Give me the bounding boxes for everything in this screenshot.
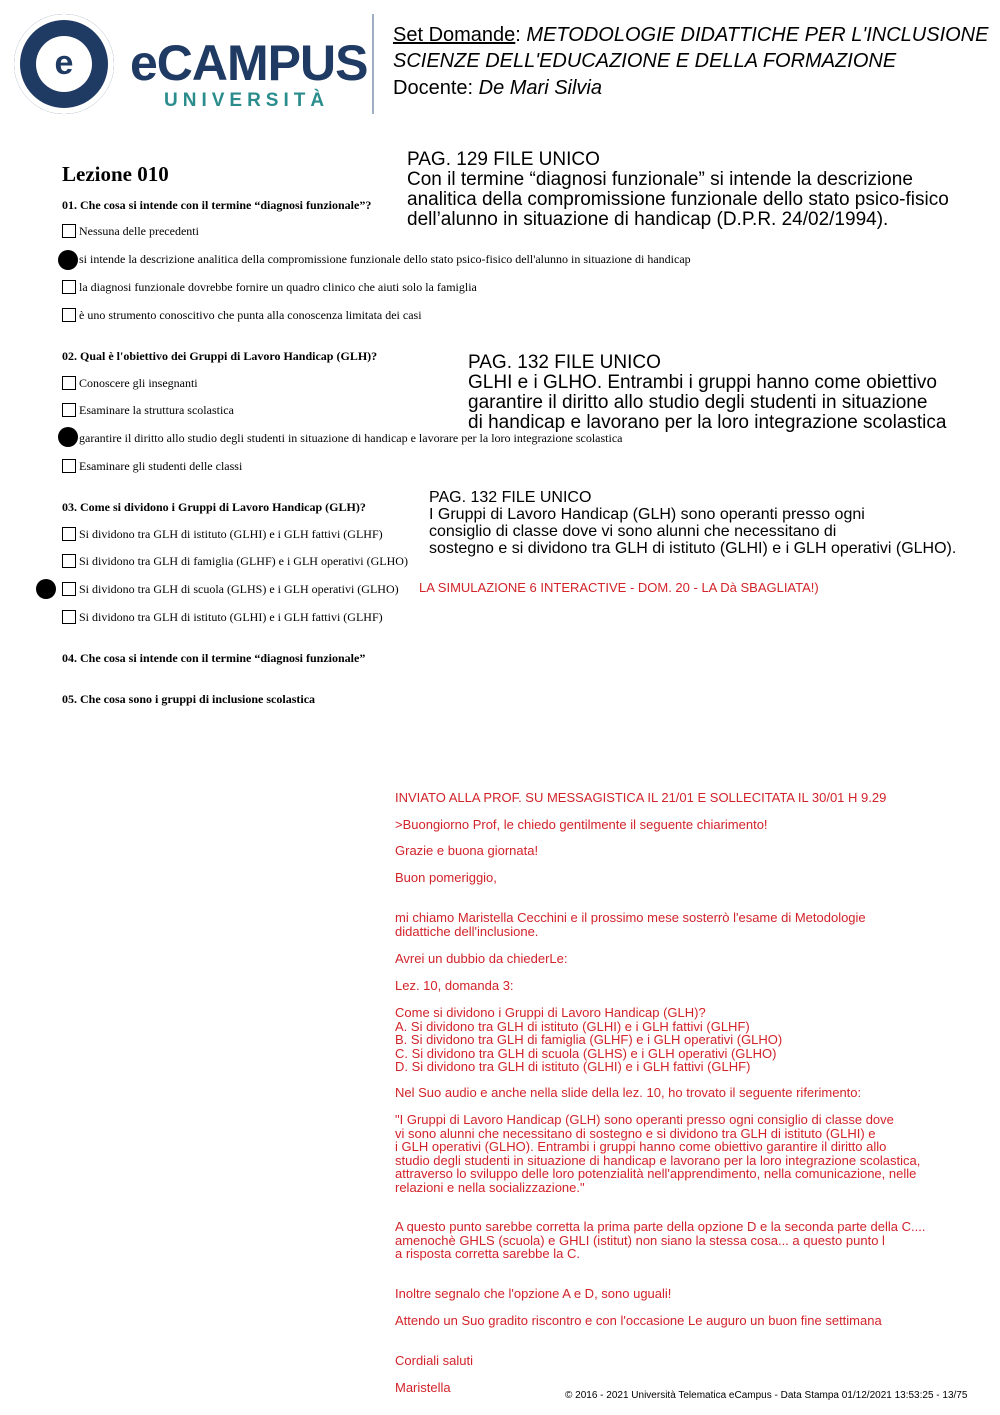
question-03: 03. Come si dividono i Gruppi di Lavoro Handicap (GLH)? xyxy=(62,500,366,514)
checkbox[interactable] xyxy=(62,280,76,294)
message-line: >Buongiorno Prof, le chiedo gentilmente il seguente chiarimento! xyxy=(395,817,768,832)
checkbox[interactable] xyxy=(62,308,76,322)
q2-option-a[interactable]: Conoscere gli insegnanti xyxy=(62,375,198,391)
q3-option-b[interactable]: Si dividono tra GLH di famiglia (GLHF) e i GLH operativi (GLHO) xyxy=(62,553,408,569)
q1-option-a[interactable]: Nessuna delle precedenti xyxy=(62,223,199,239)
message-line: Attendo un Suo gradito riscontro e con l'occasione Le auguro un buon fine settimana xyxy=(395,1313,882,1328)
q1-option-c[interactable]: la diagnosi funzionale dovrebbe fornire un quadro clinico che aiuti solo la famiglia xyxy=(62,279,477,295)
header-divider xyxy=(372,14,374,114)
ecampus-logo-emblem xyxy=(14,14,114,114)
selected-answer-marker xyxy=(58,427,78,447)
q3-option-a[interactable]: Si dividono tra GLH di istituto (GLHI) e i GLH fattivi (GLHF) xyxy=(62,526,383,542)
question-01: 01. Che cosa si intende con il termine “diagnosi funzionale”? xyxy=(62,198,372,212)
message-line: Buon pomeriggio, xyxy=(395,870,497,885)
message-paragraph: mi chiamo Maristella Cecchini e il prossimo mese sosterrò l'esame di Metodologie didattiche dell'inclusione. xyxy=(395,910,866,939)
checkbox[interactable] xyxy=(62,527,76,541)
note-page-129: PAG. 129 FILE UNICO Con il termine “diagnosi funzionale” si intende la descrizione analitica della compromissione funzionale dello stato psico-fisico dell’alunno in situazione di handicap (D.P.R. 24/02/1994). xyxy=(407,149,949,230)
docente-line: Docente: De Mari Silvia xyxy=(393,77,602,99)
note-page-132-b: PAG. 132 FILE UNICO I Gruppi di Lavoro Handicap (GLH) sono operanti presso ogni consiglio di classe dove vi sono alunni che necessitano di sostegno e si dividono tra GLH di istituto (GLHI) e i GLH operativi (GLHO). xyxy=(429,489,957,557)
course-title: METODOLOGIE DIDATTICHE PER L'INCLUSIONE xyxy=(526,24,989,46)
checkbox[interactable] xyxy=(62,610,76,624)
checkbox[interactable] xyxy=(62,403,76,417)
checkbox[interactable] xyxy=(62,582,76,596)
q2-option-b[interactable]: Esaminare la struttura scolastica xyxy=(62,402,234,418)
logo-monogram: e xyxy=(54,44,74,82)
lesson-title: Lezione 010 xyxy=(62,162,169,186)
message-line: Lez. 10, domanda 3: xyxy=(395,978,514,993)
checkbox[interactable] xyxy=(62,459,76,473)
checkbox[interactable] xyxy=(62,554,76,568)
q2-option-d[interactable]: Esaminare gli studenti delle classi xyxy=(62,458,242,474)
brand-name: eCAMPUS xyxy=(130,35,368,91)
message-quote-block: "I Gruppi di Lavoro Handicap (GLH) sono operanti presso ogni consiglio di classe dove vi sono alunni che necessitano di sostegno e si dividono tra GLH di istituto (GLHI) e i GLH operativi (GLHO). Entrambi i gruppi hanno come obiettivo garantire il diritto allo studio degli studenti in situazione di handicap e lavorano per la loro integrazione scolastica, attraverso lo sviluppo delle loro potenzialità nell'apprendimento, nella comunicazione, nelle relazioni e nella socializzazione." xyxy=(395,1112,921,1195)
message-paragraph: A questo punto sarebbe corretta la prima parte della opzione D e la seconda parte della C.... amenochè GHLS (scuola) e GHLI (istitut) non siano la stessa cosa... a questo punto l a risposta corretta sarebbe la C. xyxy=(395,1219,926,1261)
brand-subtitle: UNIVERSITÀ xyxy=(164,90,330,111)
question-02: 02. Qual è l'obiettivo dei Gruppi di Lavoro Handicap (GLH)? xyxy=(62,349,378,363)
checkbox[interactable] xyxy=(62,224,76,238)
q3-option-c[interactable]: Si dividono tra GLH di scuola (GLHS) e i GLH operativi (GLHO) xyxy=(62,581,399,597)
page-footer: © 2016 - 2021 Università Telematica eCampus - Data Stampa 01/12/2021 13:53:25 - 13/75 xyxy=(565,1390,968,1401)
message-sent-note: INVIATO ALLA PROF. SU MESSAGISTICA IL 21/01 E SOLLECITATA IL 30/01 H 9.29 xyxy=(395,790,887,805)
message-closing: Cordiali saluti xyxy=(395,1353,474,1368)
question-04: 04. Che cosa si intende con il termine “diagnosi funzionale” xyxy=(62,651,366,665)
message-line: Avrei un dubbio da chiederLe: xyxy=(395,951,568,966)
q1-option-b[interactable]: si intende la descrizione analitica della compromissione funzionale dello stato psico-fisico dell'alunno in situazione di handicap xyxy=(79,252,691,266)
set-domande-line: Set Domande: METODOLOGIE DIDATTICHE PER L'INCLUSIONE xyxy=(393,24,989,46)
q2-option-c[interactable]: garantire il diritto allo studio degli studenti in situazione di handicap e lavorare per la loro integrazione scolastica xyxy=(79,431,623,445)
docente-name: De Mari Silvia xyxy=(478,77,602,99)
q1-option-d[interactable]: è uno strumento conoscitivo che punta alla conoscenza limitata dei casi xyxy=(62,307,422,323)
set-label: Set Domande xyxy=(393,24,516,46)
note-page-132-a: PAG. 132 FILE UNICO GLHI e i GLHO. Entrambi i gruppi hanno come obiettivo garantire il diritto allo studio degli studenti in situazione di handicap e lavorano per la loro integrazione scolastica xyxy=(468,352,947,433)
message-question-block: Come si dividono i Gruppi di Lavoro Handicap (GLH)? A. Si dividono tra GLH di istituto (GLHI) e i GLH fattivi (GLHF) B. Si dividono tra GLH di famiglia (GLHF) e i GLH operativi (GLHO) C. Si dividono tra GLH di scuola (GLHS) e i GLH operativi (GLHO) D. Si dividono tra GLH di istituto (GLHI) e i GLH fattivi (GLHF) xyxy=(395,1005,783,1074)
message-line: Grazie e buona giornata! xyxy=(395,843,539,858)
message-signature: Maristella xyxy=(395,1380,451,1395)
q3-option-d[interactable]: Si dividono tra GLH di istituto (GLHI) e i GLH fattivi (GLHF) xyxy=(62,609,383,625)
message-line: Inoltre segnalo che l'opzione A e D, sono uguali! xyxy=(395,1286,672,1301)
simulation-warning-note: LA SIMULAZIONE 6 INTERACTIVE - DOM. 20 - LA Dà SBAGLIATA!) xyxy=(419,580,819,595)
checkbox[interactable] xyxy=(62,376,76,390)
question-05: 05. Che cosa sono i gruppi di inclusione scolastica xyxy=(62,692,316,706)
message-line: Nel Suo audio e anche nella slide della lez. 10, ho trovato il seguente riferimento: xyxy=(395,1085,862,1100)
selected-answer-marker xyxy=(58,250,78,270)
faculty-title: SCIENZE DELL'EDUCAZIONE E DELLA FORMAZIONE xyxy=(393,50,897,72)
selected-answer-marker xyxy=(36,579,56,599)
